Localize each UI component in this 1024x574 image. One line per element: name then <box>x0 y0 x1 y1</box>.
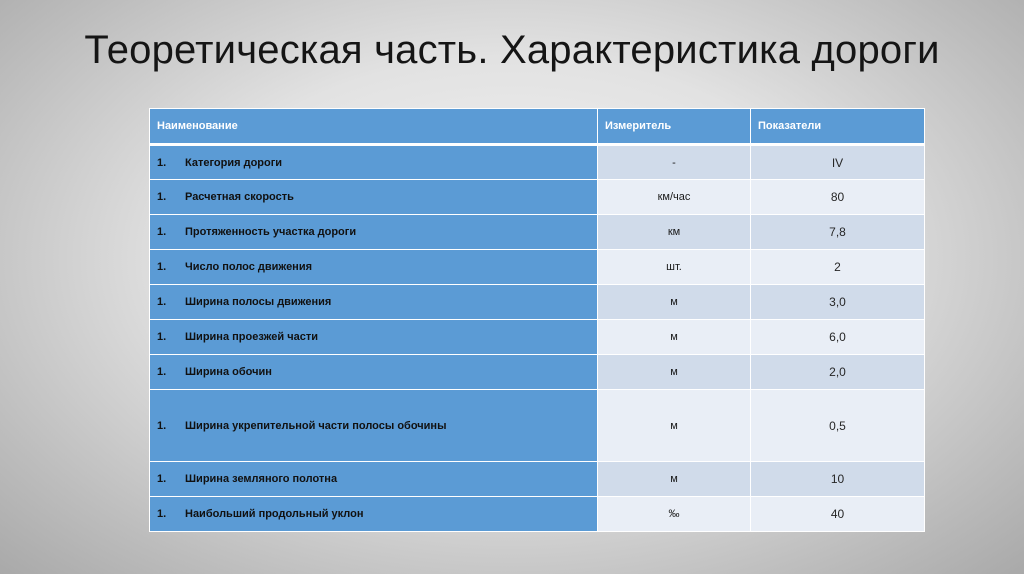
row-value: 2 <box>751 250 925 285</box>
table-row <box>150 250 925 285</box>
row-unit: м <box>598 320 751 355</box>
header-unit: Измеритель <box>598 109 751 145</box>
row-value: 7,8 <box>751 215 925 250</box>
table-row <box>150 320 925 355</box>
road-characteristics-table <box>149 108 925 532</box>
row-number: 1. <box>157 473 167 485</box>
row-value: 3,0 <box>751 285 925 320</box>
row-number: 1. <box>157 331 167 343</box>
table-row <box>150 180 925 215</box>
row-number: 1. <box>157 226 167 238</box>
row-name-cell <box>150 180 598 215</box>
row-value: 2,0 <box>751 355 925 390</box>
row-name: Число полос движения <box>185 261 313 273</box>
row-number: 1. <box>157 191 167 203</box>
row-value: 0,5 <box>751 390 925 462</box>
row-name: Ширина земляного полотна <box>185 473 338 485</box>
row-unit: шт. <box>598 250 751 285</box>
row-number: 1. <box>157 261 167 273</box>
row-value: IV <box>751 145 925 180</box>
row-name-cell <box>150 462 598 497</box>
row-unit: ‰ <box>598 497 751 532</box>
row-name-cell <box>150 285 598 320</box>
table-row <box>150 215 925 250</box>
row-name-cell <box>150 390 598 462</box>
row-name: Ширина проезжей части <box>185 331 318 343</box>
table-row <box>150 390 925 462</box>
row-unit: - <box>598 145 751 180</box>
row-number: 1. <box>157 508 167 520</box>
header-name: Наименование <box>150 109 598 145</box>
row-name-cell <box>150 145 598 180</box>
row-unit: м <box>598 390 751 462</box>
table-row <box>150 285 925 320</box>
row-number: 1. <box>157 296 167 308</box>
row-name: Ширина обочин <box>185 366 272 378</box>
row-name-cell <box>150 250 598 285</box>
row-number: 1. <box>157 419 167 432</box>
row-name-cell <box>150 215 598 250</box>
row-name-cell <box>150 355 598 390</box>
row-value: 10 <box>751 462 925 497</box>
row-name: Наибольший продольный уклон <box>185 508 364 520</box>
table-header-row <box>150 109 925 145</box>
table-row <box>150 355 925 390</box>
row-name-cell <box>150 320 598 355</box>
row-value: 40 <box>751 497 925 532</box>
row-name: Ширина укрепительной части полосы обочины <box>185 419 447 432</box>
row-number: 1. <box>157 366 167 378</box>
row-unit: км/час <box>598 180 751 215</box>
row-unit: м <box>598 285 751 320</box>
row-unit: м <box>598 462 751 497</box>
row-value: 80 <box>751 180 925 215</box>
table-row <box>150 497 925 532</box>
slide-title: Теоретическая часть. Характеристика дороги <box>84 28 940 72</box>
row-name: Категория дороги <box>185 156 283 169</box>
row-number: 1. <box>157 156 167 169</box>
row-name-cell <box>150 497 598 532</box>
table-row <box>150 145 925 180</box>
table-row <box>150 462 925 497</box>
row-unit: м <box>598 355 751 390</box>
row-name: Расчетная скорость <box>185 191 294 203</box>
header-value: Показатели <box>751 109 925 145</box>
row-name: Ширина полосы движения <box>185 296 332 308</box>
row-unit: км <box>598 215 751 250</box>
row-name: Протяженность участка дороги <box>185 226 357 238</box>
row-value: 6,0 <box>751 320 925 355</box>
